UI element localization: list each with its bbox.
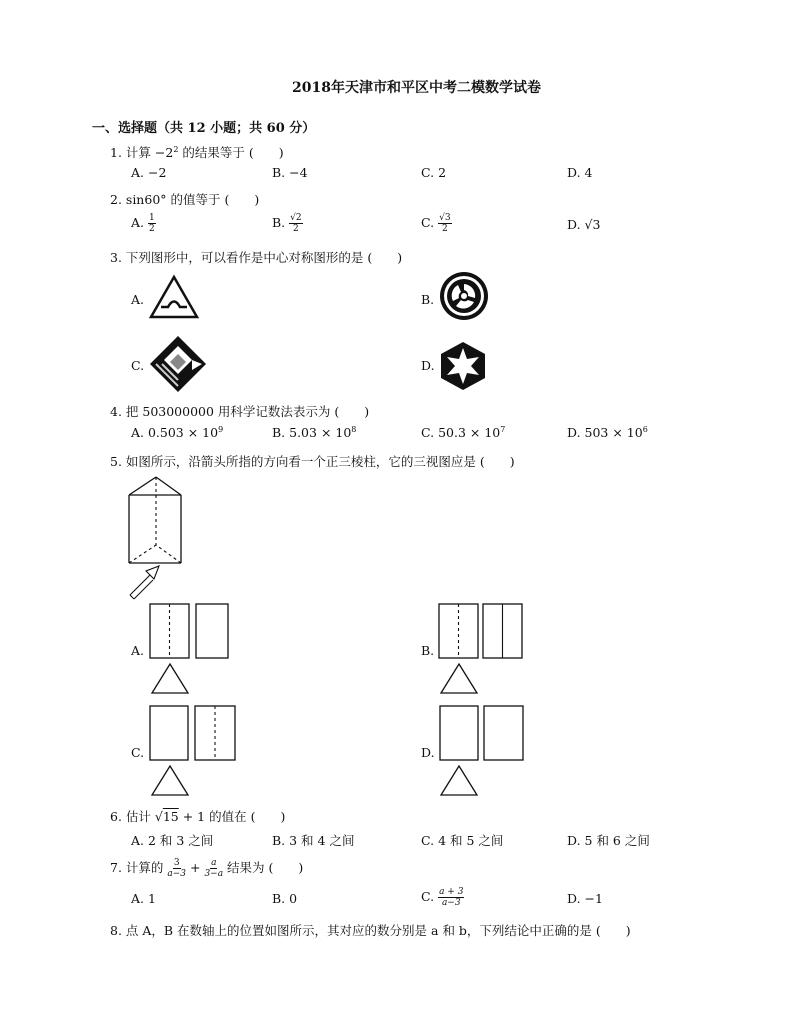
q5-option-d[interactable]: D. xyxy=(421,745,435,760)
q5-option-b[interactable]: B. xyxy=(421,643,435,658)
question-1-stem: 1. 计算 $-2^2$ 的结果等于 ( ) xyxy=(110,144,284,160)
question-5-stem: 5. 如图所示，沿箭头所指的方向看一个正三棱柱，它的三视图应是 ( ) xyxy=(110,454,515,469)
q1-option-d[interactable]: D. 4 xyxy=(567,165,593,180)
q4-option-d[interactable]: D. $503 \times 10^6$ xyxy=(567,425,648,441)
q6-option-c[interactable]: C. 4 和 5 之间 xyxy=(421,833,504,848)
q3-option-b[interactable]: B. xyxy=(421,292,435,307)
q5-figure-b xyxy=(437,602,527,696)
q3-option-a[interactable]: A. xyxy=(131,292,145,307)
page-title: 2018年天津市和平区中考二模数学试卷 xyxy=(292,80,541,96)
q6-option-d[interactable]: D. 5 和 6 之间 xyxy=(567,833,650,848)
q7-option-a[interactable]: A. 1 xyxy=(131,891,156,906)
question-4-stem: 4. 把 503000000 用科学记数法表示为 ( ) xyxy=(110,404,370,419)
q7-option-d[interactable]: D. −1 xyxy=(567,891,603,906)
q5-figure-d xyxy=(438,704,528,798)
q4-option-b[interactable]: B. $5.03 \times 10^8$ xyxy=(272,425,357,441)
q2-option-d[interactable]: D. √3 xyxy=(567,217,601,232)
q3-figure-c xyxy=(148,334,208,394)
q1-option-c[interactable]: C. 2 xyxy=(421,165,447,180)
q5-option-a[interactable]: A. xyxy=(131,643,145,658)
q5-figure-c xyxy=(148,704,240,798)
q2-option-b[interactable]: B. $\frac{√2}{2}$ xyxy=(272,213,302,234)
q2-option-c[interactable]: C. $\frac{√3}{2}$ xyxy=(421,213,451,234)
question-7-stem: 7. 计算的 $\frac{3}{a-3}$ + $\frac{a}{3-a}$ 结果为 ( ) xyxy=(110,858,304,879)
q3-option-c[interactable]: C. xyxy=(131,358,145,373)
q5-prism-figure xyxy=(126,475,186,600)
q4-option-a[interactable]: A. $0.503 \times 10^9$ xyxy=(131,425,224,441)
q3-figure-d xyxy=(438,340,488,392)
q7-option-c[interactable]: C. $\frac{a + 3}{a-3}$ xyxy=(421,887,464,908)
q3-figure-a xyxy=(149,274,199,320)
q5-option-c[interactable]: C. xyxy=(131,745,145,760)
q4-option-c[interactable]: C. $50.3 \times 10^7$ xyxy=(421,425,506,441)
section-heading: 一、选择题（共 12 小题；共 60 分） xyxy=(92,121,316,136)
q3-figure-b xyxy=(438,270,490,322)
q3-option-d[interactable]: D. xyxy=(421,358,435,373)
q7-option-b[interactable]: B. 0 xyxy=(272,891,298,906)
q6-option-b[interactable]: B. 3 和 4 之间 xyxy=(272,833,355,848)
q1-option-b[interactable]: B. −4 xyxy=(272,165,308,180)
question-6-stem: 6. 估计 √15 + 1 的值在 ( ) xyxy=(110,809,286,824)
q2-option-a[interactable]: A. $\frac{1}{2}$ xyxy=(131,213,155,234)
question-8-stem: 8. 点 A，B 在数轴上的位置如图所示，其对应的数分别是 a 和 b，下列结论中正确的是 ( ) xyxy=(110,923,631,938)
q5-figure-a xyxy=(148,602,232,696)
q6-option-a[interactable]: A. 2 和 3 之间 xyxy=(131,833,214,848)
question-2-stem: 2. sin60° 的值等于 ( ) xyxy=(110,192,260,207)
q1-option-a[interactable]: A. −2 xyxy=(131,165,167,180)
question-3-stem: 3. 下列图形中，可以看作是中心对称图形的是 ( ) xyxy=(110,250,403,265)
